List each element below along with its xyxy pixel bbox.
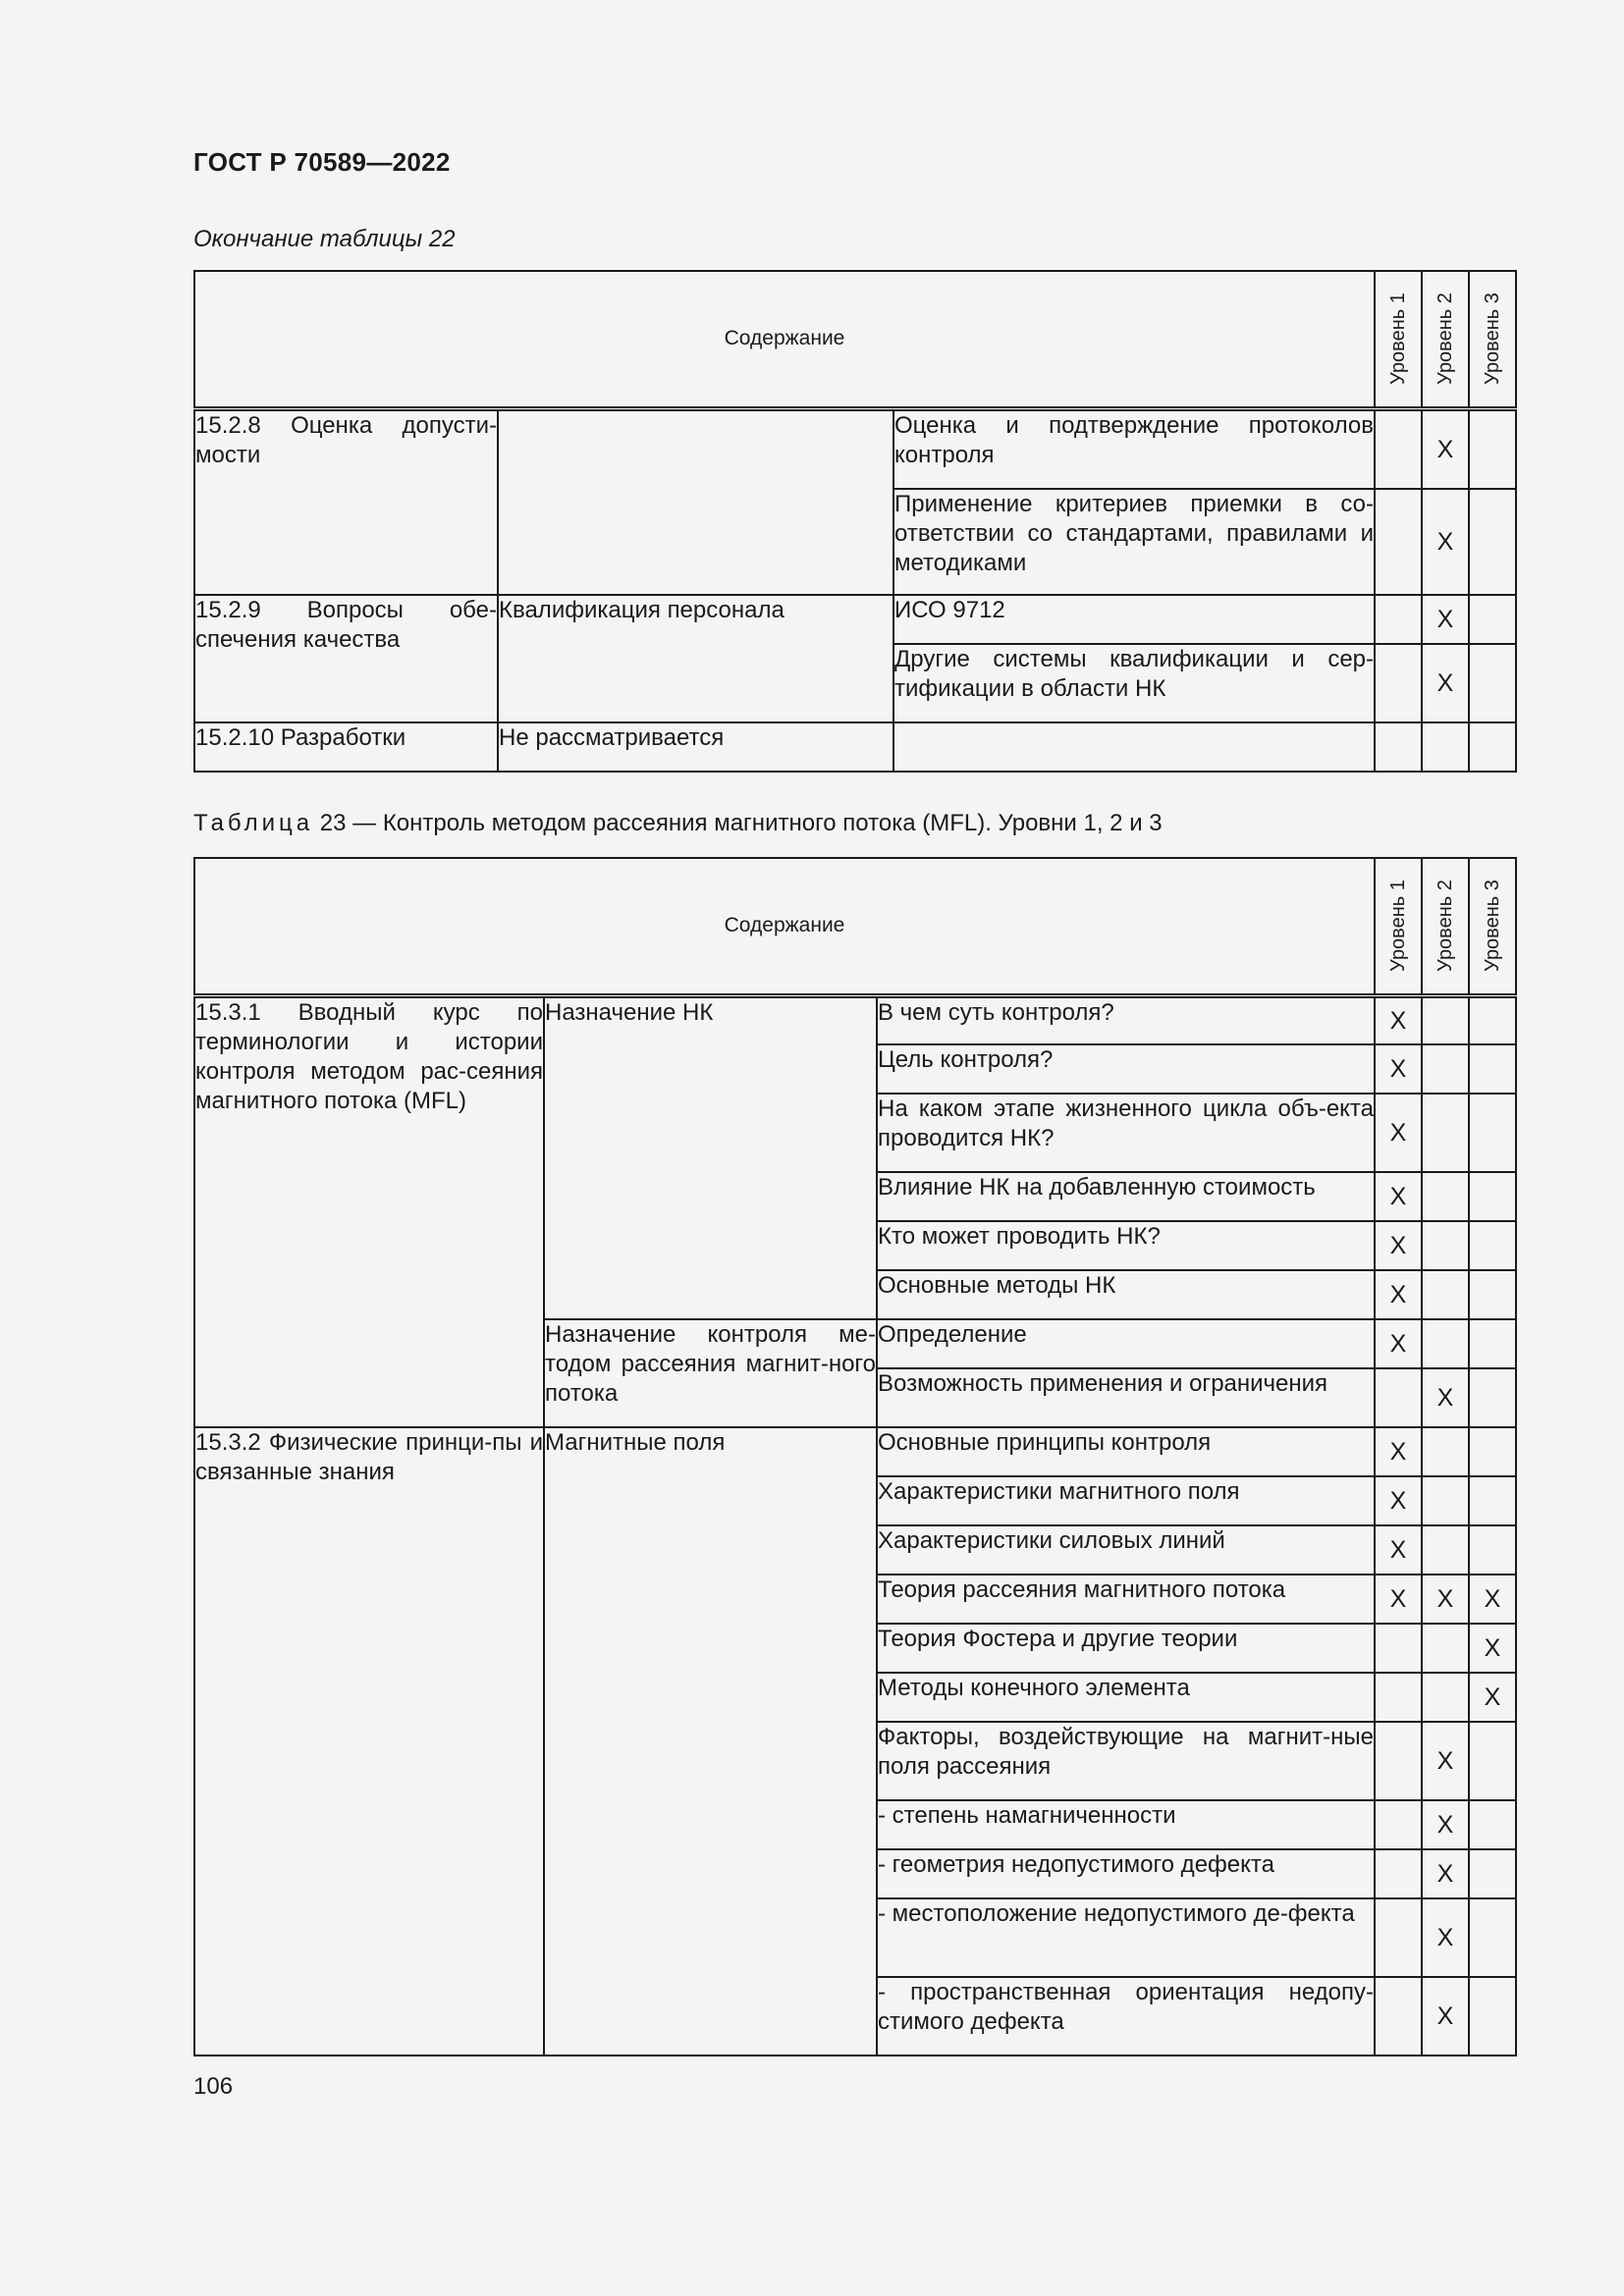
table-row xyxy=(194,1427,1516,1476)
level-3-mark xyxy=(1469,489,1516,595)
level-2-mark: X xyxy=(1422,595,1469,644)
level-2-mark: X xyxy=(1422,1368,1469,1427)
level-3-mark xyxy=(1469,1800,1516,1849)
topic-cell: Не рассматривается xyxy=(498,722,893,772)
level-3-mark xyxy=(1469,1977,1516,2056)
level-3-mark xyxy=(1469,1898,1516,1977)
level-1-mark: X xyxy=(1375,1319,1422,1368)
level-3-mark xyxy=(1469,1368,1516,1427)
level-3-mark: X xyxy=(1469,1575,1516,1624)
table23-caption-text: 23 — Контроль методом рассеяния магнитного потока (MFL). Уровни 1, 2 и 3 xyxy=(319,810,1163,836)
section-title-cell: 15.3.2 Физические принци-пы и связанные знания xyxy=(194,1427,544,2056)
level-2-mark xyxy=(1422,995,1469,1044)
level-1-mark xyxy=(1375,595,1422,644)
item-cell: - геометрия недопустимого дефекта xyxy=(877,1849,1375,1898)
section-title-cell: 15.2.10 Разработки xyxy=(194,722,498,772)
level-3-mark xyxy=(1469,1476,1516,1525)
item-cell: - пространственная ориентация недопу-стимого дефекта xyxy=(877,1977,1375,2056)
level-2-mark: X xyxy=(1422,1849,1469,1898)
item-cell: Другие системы квалификации и сер-тификации в области НК xyxy=(893,644,1375,722)
item-cell: Характеристики магнитного поля xyxy=(877,1476,1375,1525)
level-1-mark xyxy=(1375,1722,1422,1800)
page-number: 106 xyxy=(193,2073,234,2100)
level-2-mark xyxy=(1422,1094,1469,1172)
content-header: Содержание xyxy=(194,271,1375,408)
level-1-mark xyxy=(1375,1849,1422,1898)
topic-cell: Назначение контроля ме-тодом рассеяния магнит-ного потока xyxy=(544,1319,877,1427)
item-cell: Теория Фостера и другие теории xyxy=(877,1624,1375,1673)
item-cell: Цель контроля? xyxy=(877,1044,1375,1094)
level-3-mark xyxy=(1469,1221,1516,1270)
level-1-mark: X xyxy=(1375,1270,1422,1319)
level-2-mark xyxy=(1422,722,1469,772)
level-2-mark: X xyxy=(1422,1898,1469,1977)
level-3-mark xyxy=(1469,1172,1516,1221)
level-2-mark: X xyxy=(1422,644,1469,722)
table-header-row xyxy=(194,858,1516,995)
level-2-mark xyxy=(1422,1044,1469,1094)
level-1-mark xyxy=(1375,489,1422,595)
item-cell: Оценка и подтверждение протоколов контроля xyxy=(893,408,1375,489)
topic-cell xyxy=(498,408,893,595)
table-row xyxy=(194,995,1516,1044)
level-1-mark xyxy=(1375,408,1422,489)
level-1-mark xyxy=(1375,1624,1422,1673)
item-cell: Основные методы НК xyxy=(877,1270,1375,1319)
level-3-mark: X xyxy=(1469,1624,1516,1673)
level-1-mark xyxy=(1375,1898,1422,1977)
level-3-mark xyxy=(1469,1270,1516,1319)
level-1-mark: X xyxy=(1375,1476,1422,1525)
level-3-header: Уровень 3 xyxy=(1469,858,1516,995)
level-2-mark: X xyxy=(1422,1722,1469,1800)
level-2-mark xyxy=(1422,1427,1469,1476)
item-cell: Определение xyxy=(877,1319,1375,1368)
item-cell: В чем суть контроля? xyxy=(877,995,1375,1044)
table23-caption-prefix: Таблица xyxy=(193,810,314,836)
item-cell: На каком этапе жизненного цикла объ-екта проводится НК? xyxy=(877,1094,1375,1172)
table23-caption xyxy=(193,810,1163,837)
item-cell: Возможность применения и ограничения xyxy=(877,1368,1375,1427)
level-3-mark xyxy=(1469,1319,1516,1368)
topic-cell: Квалификация персонала xyxy=(498,595,893,722)
item-cell: ИСО 9712 xyxy=(893,595,1375,644)
content-header: Содержание xyxy=(194,858,1375,995)
level-3-mark xyxy=(1469,722,1516,772)
level-3-mark xyxy=(1469,1722,1516,1800)
table-row xyxy=(194,408,1516,489)
level-1-mark xyxy=(1375,1673,1422,1722)
level-2-mark: X xyxy=(1422,1575,1469,1624)
level-3-mark xyxy=(1469,1427,1516,1476)
section-title-cell: 15.2.8 Оценка допусти-мости xyxy=(194,408,498,595)
item-cell: Характеристики силовых линий xyxy=(877,1525,1375,1575)
topic-cell: Назначение НК xyxy=(544,995,877,1319)
level-1-mark xyxy=(1375,1800,1422,1849)
level-2-mark xyxy=(1422,1270,1469,1319)
item-cell: Методы конечного элемента xyxy=(877,1673,1375,1722)
level-2-mark xyxy=(1422,1624,1469,1673)
level-1-header: Уровень 1 xyxy=(1375,858,1422,995)
table-row xyxy=(194,722,1516,772)
level-1-mark: X xyxy=(1375,1172,1422,1221)
table-22 xyxy=(193,270,1517,773)
level-1-mark xyxy=(1375,644,1422,722)
level-3-mark xyxy=(1469,408,1516,489)
level-3-mark xyxy=(1469,595,1516,644)
item-cell: Влияние НК на добавленную стоимость xyxy=(877,1172,1375,1221)
level-3-header: Уровень 3 xyxy=(1469,271,1516,408)
document-header: ГОСТ Р 70589—2022 xyxy=(193,147,451,177)
table-header-row xyxy=(194,271,1516,408)
item-cell: - местоположение недопустимого де-фекта xyxy=(877,1898,1375,1977)
table22-caption: Окончание таблицы 22 xyxy=(193,226,456,252)
level-2-mark xyxy=(1422,1673,1469,1722)
level-1-mark: X xyxy=(1375,1427,1422,1476)
level-3-mark xyxy=(1469,644,1516,722)
level-1-header: Уровень 1 xyxy=(1375,271,1422,408)
level-1-mark: X xyxy=(1375,1094,1422,1172)
item-cell: Основные принципы контроля xyxy=(877,1427,1375,1476)
level-1-mark: X xyxy=(1375,1525,1422,1575)
topic-cell: Магнитные поля xyxy=(544,1427,877,2056)
level-2-mark xyxy=(1422,1525,1469,1575)
item-cell xyxy=(893,722,1375,772)
level-3-mark xyxy=(1469,995,1516,1044)
level-2-mark: X xyxy=(1422,1977,1469,2056)
level-2-mark xyxy=(1422,1476,1469,1525)
section-title-cell: 15.2.9 Вопросы обе-спечения качества xyxy=(194,595,498,722)
level-3-mark xyxy=(1469,1044,1516,1094)
level-2-mark xyxy=(1422,1221,1469,1270)
level-3-mark: X xyxy=(1469,1673,1516,1722)
level-1-mark: X xyxy=(1375,1044,1422,1094)
level-2-mark: X xyxy=(1422,489,1469,595)
level-1-mark xyxy=(1375,1977,1422,2056)
level-1-mark: X xyxy=(1375,1575,1422,1624)
level-1-mark: X xyxy=(1375,995,1422,1044)
level-3-mark xyxy=(1469,1525,1516,1575)
level-2-mark: X xyxy=(1422,1800,1469,1849)
level-1-mark xyxy=(1375,722,1422,772)
level-2-header: Уровень 2 xyxy=(1422,271,1469,408)
item-cell: Применение критериев приемки в со-ответствии со стандартами, правилами и методиками xyxy=(893,489,1375,595)
level-1-mark xyxy=(1375,1368,1422,1427)
level-1-mark: X xyxy=(1375,1221,1422,1270)
level-2-header: Уровень 2 xyxy=(1422,858,1469,995)
item-cell: Кто может проводить НК? xyxy=(877,1221,1375,1270)
level-2-mark xyxy=(1422,1172,1469,1221)
item-cell: - степень намагниченности xyxy=(877,1800,1375,1849)
item-cell: Теория рассеяния магнитного потока xyxy=(877,1575,1375,1624)
table-23 xyxy=(193,857,1517,2056)
table-row xyxy=(194,595,1516,644)
level-3-mark xyxy=(1469,1094,1516,1172)
level-3-mark xyxy=(1469,1849,1516,1898)
level-2-mark: X xyxy=(1422,408,1469,489)
level-2-mark xyxy=(1422,1319,1469,1368)
section-title-cell: 15.3.1 Вводный курс по терминологии и истории контроля методом рас-сеяния магнитного потока (MFL) xyxy=(194,995,544,1427)
item-cell: Факторы, воздействующие на магнит-ные поля рассеяния xyxy=(877,1722,1375,1800)
